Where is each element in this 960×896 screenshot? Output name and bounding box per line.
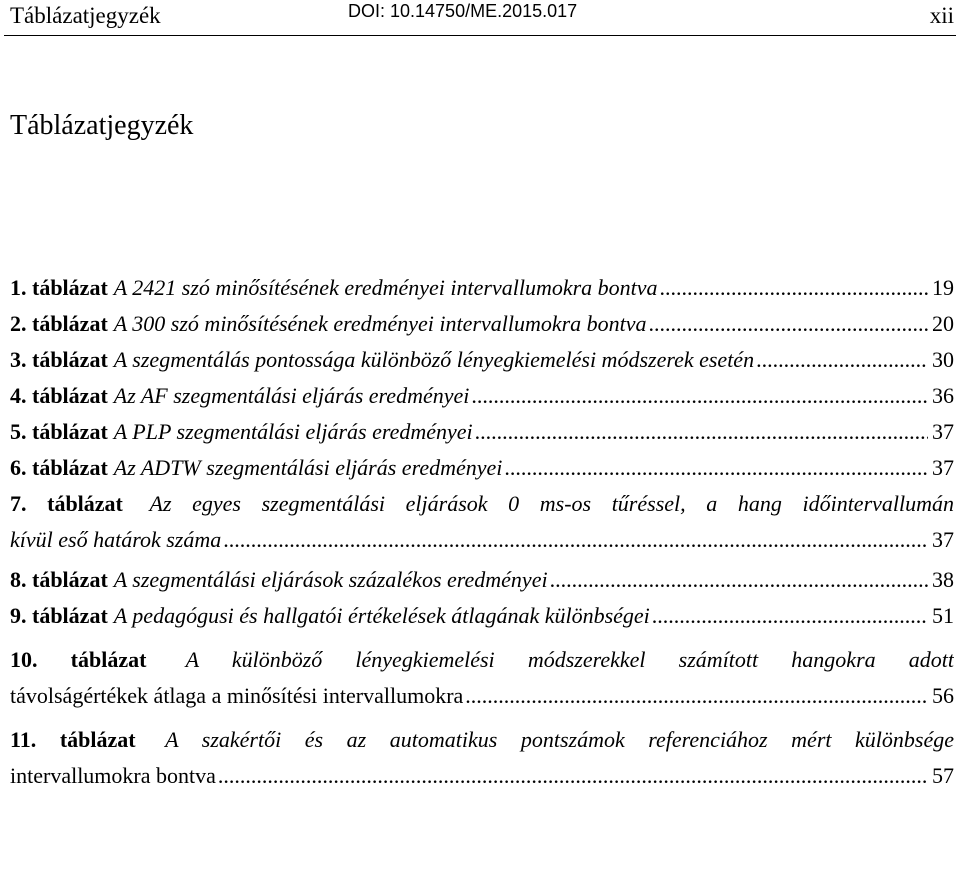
entry-label: 10. táblázat: [10, 647, 147, 672]
entry-page: 30: [932, 347, 954, 372]
dot-leader: [218, 758, 928, 794]
entry-label: 6. táblázat: [10, 455, 108, 480]
entry-page: 37: [932, 455, 954, 480]
dot-leader: [223, 522, 928, 558]
toc-entry-7[interactable]: [10, 486, 954, 558]
dot-leader: [652, 598, 928, 634]
entry-caption: A PLP szegmentálási eljárás eredményei: [113, 419, 473, 444]
entry-caption: Az AF szegmentálási eljárás eredményei: [113, 383, 470, 408]
toc-entry-8[interactable]: [10, 562, 954, 598]
entry-label: 8. táblázat: [10, 567, 108, 592]
toc-entry-5[interactable]: [10, 414, 954, 450]
toc-entry-3[interactable]: [10, 342, 954, 378]
entry-page: 38: [932, 567, 954, 592]
toc-entry-1[interactable]: [10, 270, 954, 306]
entry-first-line: [10, 486, 954, 522]
entry-first-line: [10, 722, 954, 758]
page-title: Táblázatjegyzék: [10, 110, 194, 141]
entry-caption: A pedagógusi és hallgatói értékelések átlagának különbségei: [113, 603, 650, 628]
entry-label: 5. táblázat: [10, 419, 108, 444]
entry-label: 2. táblázat: [10, 311, 108, 336]
entry-caption-line2: kívül eső határok száma: [10, 527, 222, 552]
table-of-tables: [10, 270, 954, 798]
entry-page: 57: [932, 763, 954, 788]
entry-label: 4. táblázat: [10, 383, 108, 408]
entry-caption-line1: A szakértői és az automatikus pontszámok referenciához mért különbsége: [165, 727, 954, 752]
toc-entry-2[interactable]: [10, 306, 954, 342]
entry-caption: A 300 szó minősítésének eredményei intervallumokra bontva: [113, 311, 647, 336]
running-header: [4, 0, 956, 36]
dot-leader: [660, 270, 928, 306]
entry-caption: A szegmentálás pontossága különböző lényegkiemelési módszerek esetén: [113, 347, 755, 372]
entry-label: 9. táblázat: [10, 603, 108, 628]
entry-label: 3. táblázat: [10, 347, 108, 372]
dot-leader: [471, 378, 928, 414]
entry-caption-line1: A különböző lényegkiemelési módszerekkel számított hangokra adott: [185, 647, 954, 672]
dot-leader: [756, 342, 928, 378]
entry-page: 20: [932, 311, 954, 336]
header-section-title: Táblázatjegyzék: [10, 3, 161, 28]
entry-page: 36: [932, 383, 954, 408]
entry-caption-line1: Az egyes szegmentálási eljárások 0 ms-os tűréssel, a hang időintervallumán: [149, 491, 954, 516]
entry-caption-line2: távolságértékek átlaga a minősítési intervallumokra: [10, 683, 464, 708]
dot-leader: [550, 562, 928, 598]
header-doi: DOI: 10.14750/ME.2015.017: [348, 1, 578, 21]
toc-entry-11[interactable]: [10, 722, 954, 794]
entry-page: 19: [932, 275, 954, 300]
entry-page: 51: [932, 603, 954, 628]
entry-caption: A szegmentálási eljárások százalékos eredményei: [113, 567, 548, 592]
entry-caption-line2: intervallumokra bontva: [10, 763, 216, 788]
toc-entry-6[interactable]: [10, 450, 954, 486]
entry-caption: Az ADTW szegmentálási eljárás eredményei: [113, 455, 503, 480]
toc-entry-4[interactable]: [10, 378, 954, 414]
entry-first-line: [10, 642, 954, 678]
entry-label: 11. táblázat: [10, 727, 136, 752]
dot-leader: [465, 678, 928, 714]
entry-page: 56: [932, 683, 954, 708]
header-page-number: xii: [929, 3, 954, 28]
entry-page: 37: [932, 419, 954, 444]
dot-leader: [475, 414, 928, 450]
entry-label: 1. táblázat: [10, 275, 108, 300]
toc-entry-10[interactable]: [10, 642, 954, 714]
entry-page: 37: [932, 527, 954, 552]
toc-entry-9[interactable]: [10, 598, 954, 634]
entry-caption: A 2421 szó minősítésének eredményei intervallumokra bontva: [113, 275, 658, 300]
entry-label: 7. táblázat: [10, 491, 123, 516]
dot-leader: [504, 450, 928, 486]
dot-leader: [649, 306, 928, 342]
